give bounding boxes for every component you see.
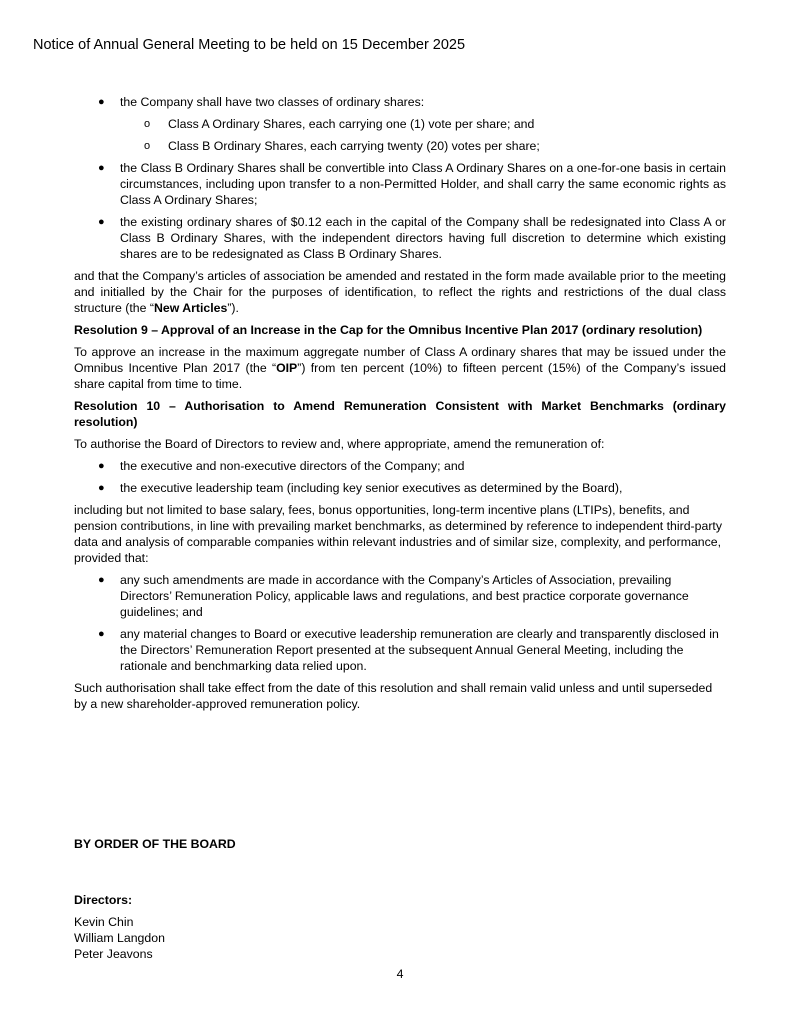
list-item (74, 458, 726, 474)
bullet-icon: ● (98, 574, 105, 586)
director-name: Peter Jeavons (74, 947, 153, 961)
list-item (74, 626, 726, 674)
resolution-9-heading: Resolution 9 – Approval of an Increase in the Cap for the Omnibus Incentive Plan 2017 (ordinary resolution) (74, 323, 703, 337)
bullet-icon: ● (98, 162, 105, 174)
paragraph-text: To approve an increase in the maximum aggregate number of Class A ordinary shares that may be issued under the Omnibus Incentive Plan 2017 (the “ (74, 345, 726, 375)
signoff-block (74, 836, 236, 962)
list-item (74, 214, 726, 262)
list-item-text: any material changes to Board or executive leadership remuneration are clearly and transparently disclosed in the Directors’ Remuneration Report presented at the subsequent Annual General Meeting, including the rationale and benchmarking data relied upon. (120, 627, 719, 673)
page-header-title: Notice of Annual General Meeting to be held on 15 December 2025 (33, 37, 466, 53)
sub-bullet-icon: o (144, 118, 151, 130)
new-articles-paragraph (74, 268, 726, 316)
resolution-10-intro: To authorise the Board of Directors to review and, where appropriate, amend the remuneration of: (74, 437, 605, 451)
list-item-text: the executive leadership team (including key senior executives as determined by the Board), (120, 481, 623, 495)
resolution-10-closing: Such authorisation shall take effect from the date of this resolution and shall remain valid unless and until superseded by a new shareholder-approved remuneration policy. (74, 681, 713, 711)
director-name: Kevin Chin (74, 915, 134, 929)
sub-list-item-text: Class A Ordinary Shares, each carrying one (1) vote per share; and (168, 117, 535, 131)
sub-list-item-text: Class B Ordinary Shares, each carrying twenty (20) votes per share; (168, 139, 540, 153)
order-of-board: BY ORDER OF THE BOARD (74, 837, 236, 851)
list-item-text: the Company shall have two classes of ordinary shares: (120, 95, 425, 109)
resolution-10-heading: Resolution 10 – Authorisation to Amend Remuneration Consistent with Market Benchmarks (ordinary resolution) (74, 399, 726, 429)
director-name: William Langdon (74, 931, 165, 945)
paragraph-text: ”) from ten percent (10%) to fifteen percent (15%) of the Company’s issued share capital from time to time. (74, 361, 726, 391)
defined-term: OIP (276, 361, 298, 375)
sub-list-item (120, 116, 726, 132)
list-item-text: any such amendments are made in accordance with the Company’s Articles of Association, prevailing Directors’ Remuneration Policy, applicable laws and regulations, and best practice corporate governance guidelines; and (120, 573, 689, 619)
bullet-icon: ● (98, 96, 105, 108)
defined-term: New Articles (153, 301, 228, 315)
dual-class-bullet-list (74, 94, 726, 262)
list-item (74, 480, 726, 496)
document-body (74, 94, 726, 718)
sub-list-item (120, 138, 726, 154)
remuneration-scope-list (74, 458, 726, 496)
list-item-text: the executive and non-executive directors of the Company; and (120, 459, 465, 473)
list-item (74, 94, 726, 154)
directors-title: Directors: (74, 893, 133, 907)
bullet-icon: ● (98, 216, 105, 228)
list-item-text: the Class B Ordinary Shares shall be convertible into Class A Ordinary Shares on a one-for-one basis in certain circumstances, including upon transfer to a non-Permitted Holder, and shall carry the same economic rights as Class A Ordinary Shares; (120, 161, 726, 207)
resolution-9-body (74, 344, 726, 392)
page-number: 4 (396, 967, 404, 981)
list-item (74, 160, 726, 208)
remuneration-conditions-list (74, 572, 726, 674)
bullet-icon: ● (98, 628, 105, 640)
bullet-icon: ● (98, 460, 105, 472)
list-item-text: the existing ordinary shares of $0.12 each in the capital of the Company shall be redesignated into Class A or Class B Ordinary Shares, with the independent directors having full discretion to determine which existing shares are to be redesignated as Class B Ordinary Shares. (120, 215, 726, 261)
paragraph-text: and that the Company’s articles of association be amended and restated in the form made available prior to the meeting and initialled by the Chair for the purposes of identification, to reflect the rights and restrictions of the dual class structure (the “ (74, 269, 726, 315)
resolution-10-middle: including but not limited to base salary, fees, bonus opportunities, long-term incentive plans (LTIPs), benefits, and pension contributions, in line with prevailing market benchmarks, as determined by reference to independent third-party data and analysis of comparable companies within relevant industries and of similar size, complexity, and performance, provided that: (74, 503, 722, 565)
sub-bullet-icon: o (144, 140, 151, 152)
share-class-sublist (120, 116, 726, 154)
paragraph-text: ”). (227, 301, 239, 315)
list-item (74, 572, 726, 620)
bullet-icon: ● (98, 482, 105, 494)
